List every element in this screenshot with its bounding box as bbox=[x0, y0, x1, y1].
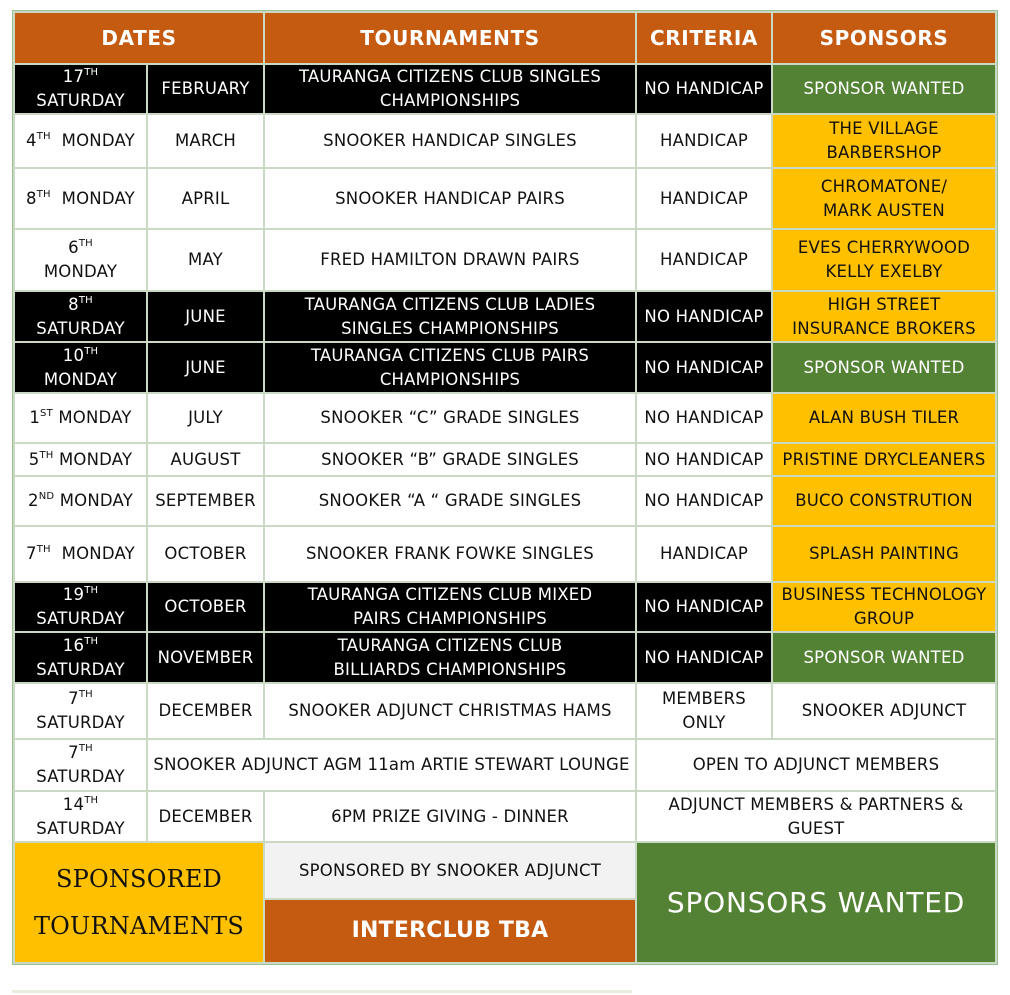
tournament-cell: TAURANGA CITIZENS CLUB SINGLES CHAMPIONSHIPS bbox=[265, 65, 635, 113]
day-number: 7 bbox=[68, 743, 79, 762]
criteria-cell: HANDICAP bbox=[637, 169, 771, 228]
note-cell: ADJUNCT MEMBERS & PARTNERS & GUEST bbox=[637, 792, 995, 841]
schedule-row bbox=[15, 65, 995, 113]
tournament-schedule-table bbox=[12, 10, 998, 965]
day-suffix: TH bbox=[84, 67, 99, 78]
header-tournaments: TOURNAMENTS bbox=[265, 13, 635, 63]
sponsor-cell: BUSINESS TECHNOLOGY GROUP bbox=[773, 583, 995, 631]
legend-interclub: INTERCLUB TBA bbox=[265, 900, 635, 962]
day-cell bbox=[15, 230, 146, 290]
schedule-row bbox=[15, 527, 995, 581]
day-number: 7 bbox=[68, 689, 79, 708]
day-suffix: TH bbox=[78, 294, 93, 306]
header-dates: DATES bbox=[15, 13, 263, 63]
day-cell bbox=[15, 477, 146, 525]
schedule-row bbox=[15, 444, 995, 475]
day-cell bbox=[15, 527, 146, 581]
sponsor-cell: SPONSOR WANTED bbox=[773, 65, 995, 113]
day-number: 19 bbox=[62, 585, 85, 604]
tournament-cell: SNOOKER FRANK FOWKE SINGLES bbox=[265, 527, 635, 581]
criteria-cell: MEMBERS ONLY bbox=[637, 684, 771, 738]
sponsor-cell: BUCO CONSTRUTION bbox=[773, 477, 995, 525]
sponsor-cell: SNOOKER ADJUNCT bbox=[773, 684, 995, 738]
day-suffix: ST bbox=[40, 408, 53, 419]
schedule-row bbox=[15, 792, 995, 841]
month-cell: MARCH bbox=[148, 115, 263, 167]
header-sponsors: SPONSORS bbox=[773, 13, 995, 63]
tournament-cell: 6PM PRIZE GIVING - DINNER bbox=[265, 792, 635, 841]
month-cell: DECEMBER bbox=[148, 684, 263, 738]
schedule-row bbox=[15, 115, 995, 167]
day-suffix: TH bbox=[39, 449, 54, 461]
tournament-cell: SNOOKER HANDICAP PAIRS bbox=[265, 169, 635, 228]
month-cell: OCTOBER bbox=[148, 583, 263, 631]
day-suffix: TH bbox=[84, 794, 99, 806]
month-cell: AUGUST bbox=[148, 444, 263, 475]
day-suffix: TH bbox=[84, 585, 99, 596]
day-cell bbox=[15, 115, 146, 167]
day-name: SATURDAY bbox=[36, 91, 125, 110]
day-number: 17 bbox=[62, 67, 85, 86]
month-cell: SEPTEMBER bbox=[148, 477, 263, 525]
month-cell: MAY bbox=[148, 230, 263, 290]
schedule-row bbox=[15, 394, 995, 442]
day-number: 7 bbox=[26, 544, 37, 563]
day-number: 6 bbox=[68, 238, 79, 257]
day-cell bbox=[15, 169, 146, 228]
schedule-row bbox=[15, 230, 995, 290]
sponsor-cell: EVES CHERRYWOOD KELLY EXELBY bbox=[773, 230, 995, 290]
day-name: MONDAY bbox=[43, 369, 118, 389]
tournament-cell: TAURANGA CITIZENS CLUB LADIES SINGLES CHAMPIONSHIPS bbox=[265, 292, 635, 341]
day-cell bbox=[15, 792, 146, 841]
day-suffix: TH bbox=[36, 188, 51, 200]
criteria-cell: HANDICAP bbox=[637, 230, 771, 290]
tournament-cell: SNOOKER ADJUNCT CHRISTMAS HAMS bbox=[265, 684, 635, 738]
day-number: 14 bbox=[62, 794, 85, 814]
day-number: 8 bbox=[26, 188, 37, 208]
tournament-cell: SNOOKER “A “ GRADE SINGLES bbox=[265, 477, 635, 525]
day-cell bbox=[15, 684, 146, 738]
month-cell: JUNE bbox=[148, 343, 263, 392]
month-cell: OCTOBER bbox=[148, 527, 263, 581]
day-cell bbox=[15, 633, 146, 682]
tournament-cell: SNOOKER “B” GRADE SINGLES bbox=[265, 444, 635, 475]
sponsor-cell: HIGH STREET INSURANCE BROKERS bbox=[773, 292, 995, 341]
event-cell: SNOOKER ADJUNCT AGM 11am ARTIE STEWART LOUNGE bbox=[148, 740, 635, 790]
day-number: 1 bbox=[29, 408, 41, 427]
month-cell: NOVEMBER bbox=[148, 633, 263, 682]
sponsor-cell: CHROMATONE/ MARK AUSTEN bbox=[773, 169, 995, 228]
day-number: 2 bbox=[27, 491, 39, 510]
criteria-cell: HANDICAP bbox=[637, 527, 771, 581]
tournament-cell: FRED HAMILTON DRAWN PAIRS bbox=[265, 230, 635, 290]
sponsor-cell: THE VILLAGE BARBERSHOP bbox=[773, 115, 995, 167]
bottom-edge-strip bbox=[12, 990, 632, 993]
legend-row bbox=[15, 843, 995, 898]
schedule-row bbox=[15, 343, 995, 392]
day-suffix: TH bbox=[84, 635, 99, 647]
day-name: MONDAY bbox=[43, 262, 118, 281]
criteria-cell: NO HANDICAP bbox=[637, 343, 771, 392]
day-number: 4 bbox=[26, 131, 37, 150]
schedule-row bbox=[15, 633, 995, 682]
day-name: MONDAY bbox=[59, 491, 134, 510]
day-number: 10 bbox=[62, 345, 85, 365]
day-suffix: TH bbox=[84, 345, 99, 357]
criteria-cell: NO HANDICAP bbox=[637, 444, 771, 475]
legend-sponsored-by-adjunct: SPONSORED BY SNOOKER ADJUNCT bbox=[265, 843, 635, 898]
day-number: 8 bbox=[68, 294, 79, 314]
sponsor-cell: SPONSOR WANTED bbox=[773, 633, 995, 682]
schedule-row bbox=[15, 292, 995, 341]
legend-sponsored-tournaments bbox=[15, 843, 263, 962]
month-cell: DECEMBER bbox=[148, 792, 263, 841]
day-cell bbox=[15, 65, 146, 113]
criteria-cell: HANDICAP bbox=[637, 115, 771, 167]
day-suffix: TH bbox=[78, 689, 93, 700]
month-cell: JULY bbox=[148, 394, 263, 442]
legend-sponsored-line1: SPONSORED bbox=[55, 864, 222, 893]
day-suffix: TH bbox=[78, 238, 93, 249]
tournament-cell: SNOOKER “C” GRADE SINGLES bbox=[265, 394, 635, 442]
tournament-cell: TAURANGA CITIZENS CLUB PAIRS CHAMPIONSHIPS bbox=[265, 343, 635, 392]
day-name: SATURDAY bbox=[36, 609, 125, 628]
criteria-cell: NO HANDICAP bbox=[637, 477, 771, 525]
day-cell bbox=[15, 740, 146, 790]
day-cell bbox=[15, 394, 146, 442]
month-cell: FEBRUARY bbox=[148, 65, 263, 113]
criteria-cell: NO HANDICAP bbox=[637, 65, 771, 113]
sponsor-cell: SPONSOR WANTED bbox=[773, 343, 995, 392]
day-suffix: TH bbox=[78, 743, 93, 754]
day-cell bbox=[15, 583, 146, 631]
sponsor-cell: ALAN BUSH TILER bbox=[773, 394, 995, 442]
header-criteria: CRITERIA bbox=[637, 13, 771, 63]
schedule-row bbox=[15, 740, 995, 790]
legend-sponsors-wanted: SPONSORS WANTED bbox=[637, 843, 995, 962]
sponsor-cell: SPLASH PAINTING bbox=[773, 527, 995, 581]
day-name: MONDAY bbox=[61, 544, 135, 563]
day-name: SATURDAY bbox=[36, 318, 125, 338]
tournament-cell: SNOOKER HANDICAP SINGLES bbox=[265, 115, 635, 167]
criteria-cell: NO HANDICAP bbox=[637, 583, 771, 631]
note-cell: OPEN TO ADJUNCT MEMBERS bbox=[637, 740, 995, 790]
day-number: 16 bbox=[62, 635, 85, 655]
day-cell bbox=[15, 343, 146, 392]
criteria-cell: NO HANDICAP bbox=[637, 394, 771, 442]
schedule-row bbox=[15, 583, 995, 631]
day-name: SATURDAY bbox=[36, 767, 125, 786]
day-name: SATURDAY bbox=[36, 659, 125, 679]
day-cell bbox=[15, 292, 146, 341]
schedule-row bbox=[15, 477, 995, 525]
criteria-cell: NO HANDICAP bbox=[637, 292, 771, 341]
day-name: MONDAY bbox=[61, 188, 135, 208]
day-name: SATURDAY bbox=[36, 713, 125, 732]
day-number: 5 bbox=[28, 449, 40, 469]
day-cell bbox=[15, 444, 146, 475]
day-suffix: ND bbox=[38, 491, 55, 502]
day-name: MONDAY bbox=[58, 449, 133, 469]
legend-sponsored-line2: TOURNAMENTS bbox=[33, 911, 245, 940]
schedule-row bbox=[15, 684, 995, 738]
header-row bbox=[15, 13, 995, 63]
criteria-cell: NO HANDICAP bbox=[637, 633, 771, 682]
sponsor-cell: PRISTINE DRYCLEANERS bbox=[773, 444, 995, 475]
day-name: SATURDAY bbox=[36, 818, 125, 838]
month-cell: APRIL bbox=[148, 169, 263, 228]
schedule-row bbox=[15, 169, 995, 228]
day-suffix: TH bbox=[36, 544, 51, 555]
day-name: MONDAY bbox=[58, 408, 132, 427]
day-name: MONDAY bbox=[61, 131, 135, 150]
tournament-cell: TAURANGA CITIZENS CLUB BILLIARDS CHAMPIONSHIPS bbox=[265, 633, 635, 682]
month-cell: JUNE bbox=[148, 292, 263, 341]
day-suffix: TH bbox=[36, 131, 51, 142]
tournament-cell: TAURANGA CITIZENS CLUB MIXED PAIRS CHAMPIONSHIPS bbox=[265, 583, 635, 631]
